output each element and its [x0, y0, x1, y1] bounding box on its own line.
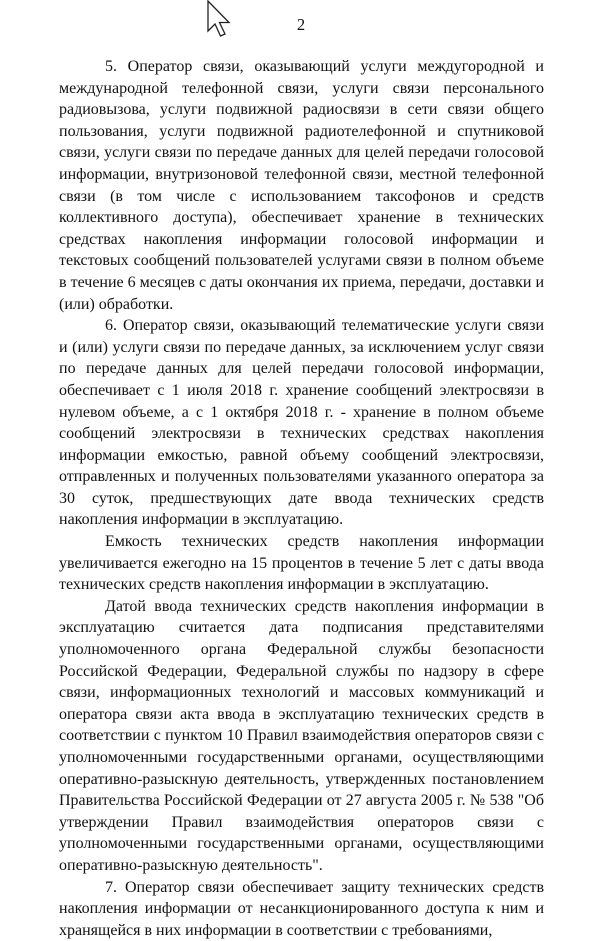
paragraph-6-capacity: Емкость технических средств накопления информации увеличивается ежегодно на 15 процентов в течение 5 лет с даты ввода технических средств накопления информации в эксплуатацию.	[59, 533, 544, 594]
paragraph-6-commissioning-date: Датой ввода технических средств накопления информации в эксплуатацию считается дата подписания представителями уполномоченного органа Федеральной службы безопасности Российской Федерации, Федеральной службы по надзору в сфере связи, информационных технологий и массовых коммуникаций и оператора связи акта ввода в эксплуатацию технических средств в соответствии с пунктом 10 Правил взаимодействия операторов связи с уполномоченными государственными органами, осуществляющими оперативно-разыскную деятельность, утвержденных постановлением Правительства Российской Федерации от 27 августа 2005 г. № 538 "Об утверждении Правил взаимодействия операторов связи с уполномоченными государственными органами, осуществляющими оперативно-разыскную деятельность".	[59, 597, 544, 874]
document-body	[59, 56, 544, 941]
page-number: 2	[296, 15, 306, 34]
paragraph-6: 6. Оператор связи, оказывающий телематические услуги связи и (или) услуги связи по передаче данных, за исключением услуг связи по передаче данных для целей передачи голосовой информации, обеспечивает с 1 июля 2018 г. хранение сообщений электросвязи в нулевом объеме, а с 1 октября 2018 г. - хранение в полном объеме сообщений электросвязи в технических средствах накопления информации емкостью, равной объему сообщений электросвязи, отправленных и полученных пользователями указанного оператора за 30 суток, предшествующих дате ввода технических средств накопления информации в эксплуатацию.	[59, 317, 544, 529]
paragraph-7: 7. Оператор связи обеспечивает защиту технических средств накопления информации от несанкционированного доступа к ним и хранящейся в них информации в соответствии с требованиями,	[59, 878, 544, 939]
paragraph-5: 5. Оператор связи, оказывающий услуги междугородной и международной телефонной связи, услуги связи персонального радиовызова, услуги подвижной радиосвязи в сети связи общего пользования, услуги подвижной радиотелефонной и спутниковой связи, услуги связи по передаче данных для целей передачи голосовой информации, внутризоновой телефонной связи, местной телефонной связи (в том числе с использованием таксофонов и средств коллективного доступа), обеспечивает хранение в технических средствах накопления информации голосовой информации и текстовых сообщений пользователей услугами связи в полном объеме в течение 6 месяцев с даты окончания их приема, передачи, доставки и (или) обработки.	[59, 58, 544, 313]
